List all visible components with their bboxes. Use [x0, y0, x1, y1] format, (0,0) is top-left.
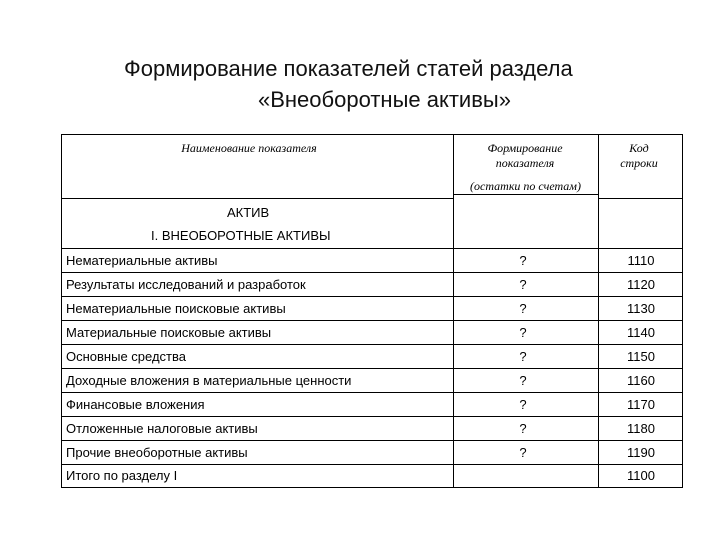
row-name: Доходные вложения в материальные ценности — [66, 373, 352, 388]
row-formation: ? — [519, 349, 527, 364]
row-code: 1170 — [627, 397, 655, 412]
row-name: Нематериальные поисковые активы — [66, 301, 286, 316]
header-formation-column: Формирование показателя — [487, 141, 563, 170]
row-code: 1190 — [627, 445, 655, 460]
row-code: 1120 — [627, 277, 655, 292]
slide-title-line-2: «Внеоборотные активы» — [258, 87, 511, 112]
header-code-column: Код строки — [620, 141, 658, 170]
row-code: 1130 — [627, 301, 655, 316]
row-formation: ? — [519, 445, 527, 460]
row-code: 1140 — [627, 325, 655, 340]
row-code: 1160 — [627, 373, 655, 388]
row-name: Нематериальные активы — [66, 253, 218, 268]
row-name: Прочие внеоборотные активы — [66, 445, 248, 460]
row-code: 1150 — [627, 349, 655, 364]
row-formation: ? — [519, 421, 527, 436]
section-active-label: АКТИВ — [227, 205, 270, 220]
row-formation: ? — [519, 277, 527, 292]
row-code: 1100 — [627, 468, 655, 483]
slide-title-line-1: Формирование показателей статей раздела — [124, 56, 573, 81]
row-name: Отложенные налоговые активы — [66, 421, 258, 436]
row-name: Итого по разделу I — [66, 468, 178, 483]
section-title: I. ВНЕОБОРОТНЫЕ АКТИВЫ — [151, 228, 331, 243]
row-code: 1180 — [627, 421, 655, 436]
row-formation: ? — [519, 253, 527, 268]
row-name: Финансовые вложения — [66, 397, 205, 412]
row-formation: ? — [519, 301, 527, 316]
header-name-column: Наименование показателя — [181, 141, 317, 155]
row-code: 1110 — [627, 253, 655, 268]
row-formation: ? — [519, 373, 527, 388]
header-formation-note: (остатки по счетам) — [470, 179, 581, 193]
indicators-table — [61, 134, 683, 488]
row-formation: ? — [519, 325, 527, 340]
row-name: Материальные поисковые активы — [66, 325, 272, 340]
row-name: Результаты исследований и разработок — [66, 277, 306, 292]
row-formation: ? — [519, 397, 527, 412]
row-name: Основные средства — [66, 349, 186, 364]
